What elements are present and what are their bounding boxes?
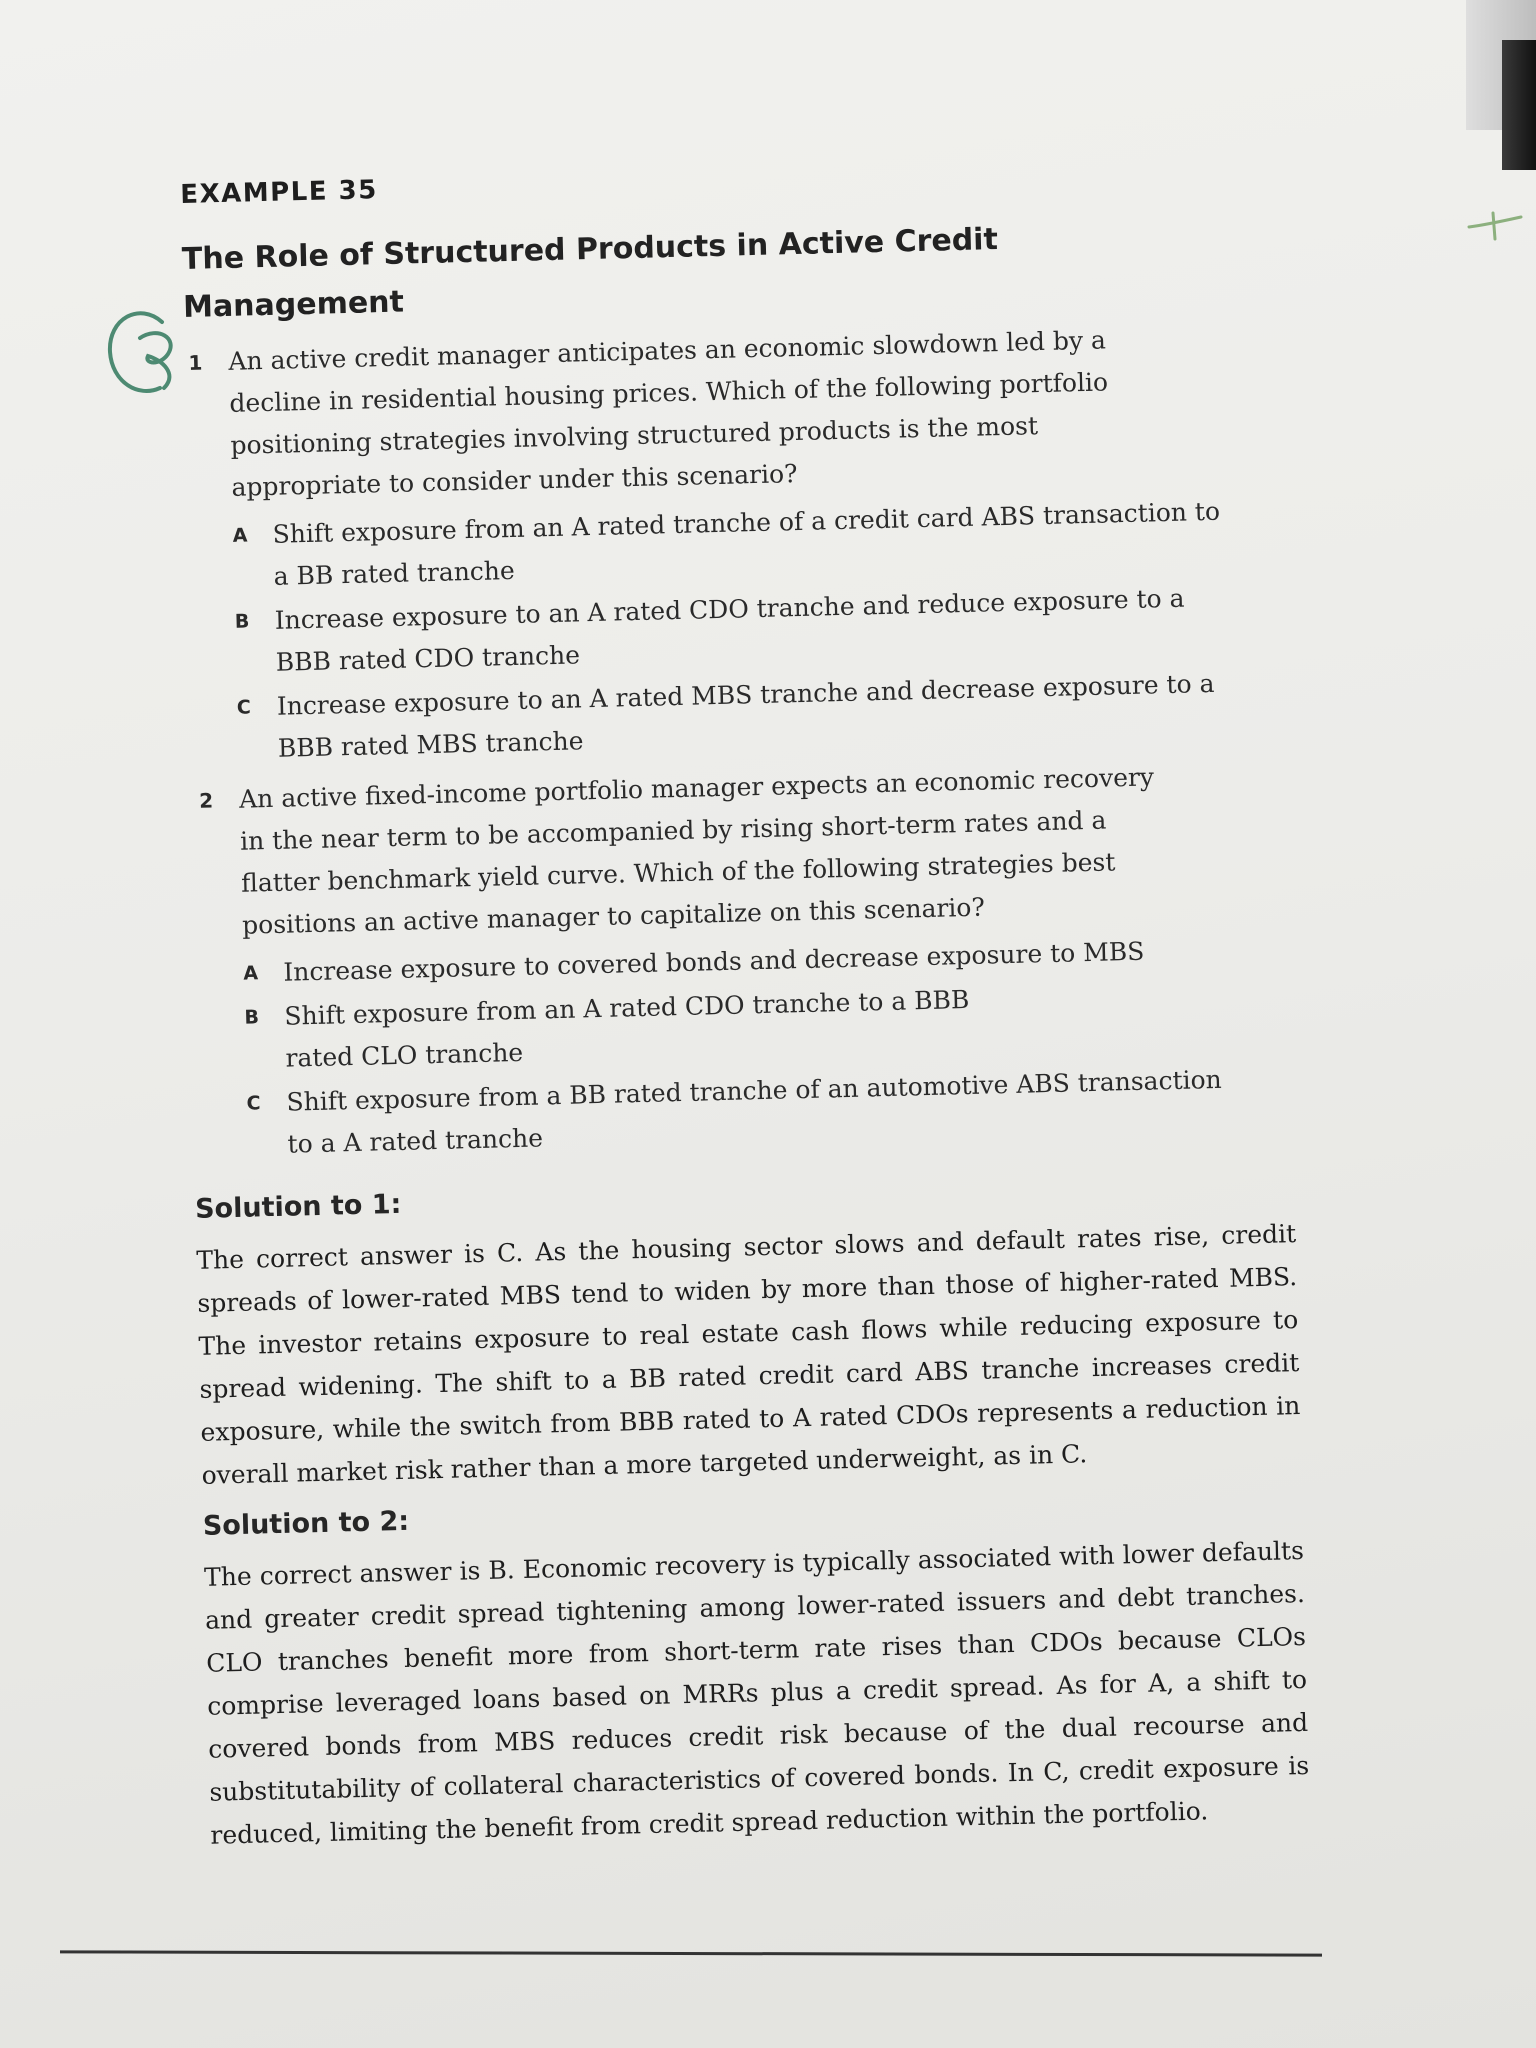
option-label: B <box>244 1006 260 1029</box>
option-text: Shift exposure from an A rated tranche of a credit card ABS transaction to a BB rated tranche <box>272 496 1221 591</box>
option-label: A <box>232 524 248 547</box>
option-text: Shift exposure from an A rated CDO tranche to a BBB rated CLO tranche <box>284 984 970 1073</box>
solution-text: The correct answer is C. As the housing sector slows and default rates rise, credit spreads of lower-rated MBS tend to widen by more than those of higher-rated MBS. The investor retains exposure to real estate cash flows while reducing exposure to spread widening. The shift to a BB rated credit card ABS tranche increases credit exposure, while the switch from BBB rated to A rated CDOs represents a reduction in overall market risk rather than a more targeted underweight, as in C. <box>196 1219 1301 1490</box>
option-text: Increase exposure to an A rated MBS tranche and decrease exposure to a BBB rated MBS tranche <box>276 668 1215 763</box>
question-2-options <box>243 928 1254 1167</box>
option-text: Increase exposure to covered bonds and decrease exposure to MBS <box>283 936 1145 987</box>
question-1 <box>184 316 1244 772</box>
solution-text: The correct answer is B. Economic recovery is typically associated with lower defaults and greater credit spread tightening among lower-rated issuers and debt tranches. CLO tranches benefit more from short-term rate rises than CDOs because CLOs comprise leveraged loans based on MRRs plus a credit spread. As for A, a shift to covered bonds from MBS reduces credit risk because of the dual recourse and substitutability of collateral characteristics of covered bonds. In C, credit exposure is reduced, limiting the benefit from credit spread reduction within the portfolio. <box>203 1535 1310 1850</box>
example-label: EXAMPLE 35 <box>180 175 379 210</box>
option-label: A <box>243 962 259 985</box>
option-text: Increase exposure to an A rated CDO tranche and reduce exposure to a BBB rated CDO tranche <box>274 583 1185 677</box>
handwritten-tick-mark <box>1465 205 1525 245</box>
binding-shadow <box>1502 40 1536 170</box>
option-b <box>244 979 986 1081</box>
option-text: Shift exposure from a BB rated tranche of an automotive ABS transaction to a A rated tranche <box>286 1064 1223 1159</box>
question-number: 1 <box>188 350 203 375</box>
question-number: 2 <box>198 788 214 813</box>
option-label: C <box>246 1092 261 1115</box>
option-label: C <box>236 696 252 719</box>
question-text: An active credit manager anticipates an economic slowdown led by a decline in residential housing prices. Which of the following portfolio positioning strategies involving structured products is the most appropriate to consider under this scenario? <box>228 325 1109 502</box>
handwritten-circle-mark <box>100 300 190 410</box>
solution-1 <box>194 1168 1301 1497</box>
solution-2 <box>202 1485 1310 1857</box>
example-block <box>180 154 1310 1856</box>
bottom-rule <box>60 1950 1322 1956</box>
solution-heading: Solution to 2: <box>202 1505 410 1542</box>
question-2 <box>195 754 1254 1168</box>
solution-heading: Solution to 1: <box>194 1188 402 1225</box>
option-label: B <box>234 610 250 633</box>
example-title: The Role of Structured Products in Active Credit Management <box>181 222 999 325</box>
question-1-options <box>232 490 1244 771</box>
question-text: An active fixed-income portfolio manager expects an economic recovery in the near term to be accompanied by rising short-term rates and a flatter benchmark yield curve. Which of the following strategies best positions an active manager to capitalize on this scenario? <box>238 762 1155 940</box>
